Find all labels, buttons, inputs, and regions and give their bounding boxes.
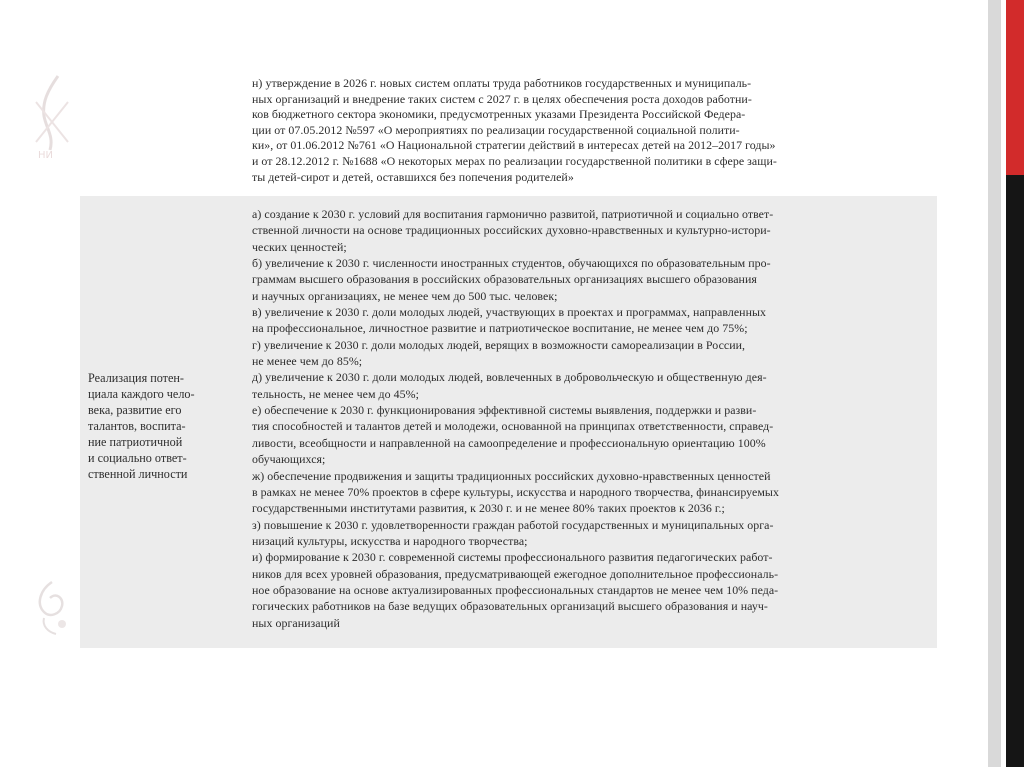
- goal-text: а) создание к 2030 г. условий для воспитания гармонично развитой, патриотичной и социально ответ- ственной личности на основе традиционных российских духовно-нравственных и культурно-истори- ческих ценностей; б) увеличение к 2030 г. численности иностранных студентов, обучающихся по образовательным про- граммам высшего образования в российских образовательных организациях высшего образования и научных организациях, не менее чем до 500 тыс. человек; в) увеличение к 2030 г. доли молодых людей, участвующих в проектах и программах, направленных на профессиональное, личностное развитие и патриотическое воспитание, не менее чем до 75%; г) увеличение к 2030 г. доли молодых людей, верящих в возможности самореализации в России, не менее чем до 85%; д) увеличение к 2030 г. доли молодых людей, вовлеченных в добровольческую и общественную дея- тельность, не менее чем до 45%; е) обеспечение к 2030 г. функционирования эффективной системы выявления, поддержки и разви- тия способностей и талантов детей и молодежи, основанной на принципах ответственности, справед- ливости, всеобщности и направленной на самоопределение и профессиональную ориентацию 100% обучающихся; ж) обеспечение продвижения и защиты традиционных российских духовно-нравственных ценностей в рамках не менее 70% проектов в сфере культуры, искусства и народного творчества, финансируемых государственными институтами развития, к 2030 г. и не менее 80% таких проектов к 2036 г.; з) повышение к 2030 г. удовлетворенности граждан работой государственных и муниципальных орга- низаций культуры, искусства и народного творчества; и) формирование к 2030 г. современной системы профессионального развития педагогических работ- ников для всех уровней образования, предусматривающей ежегодное дополнительное профессиональ- ное образование на основе актуализированных профессиональных стандартов не менее чем 10% педа- гогических работников на базе ведущих образовательных организаций высшего образования и науч- ных организаций: [252, 207, 779, 630]
- side-bar-black: [1006, 150, 1024, 767]
- row-label-cell: [80, 68, 245, 196]
- row-content-cell: [245, 68, 937, 196]
- table-row: [80, 68, 937, 196]
- ornament-icon: [30, 578, 74, 638]
- goals-table: [80, 68, 937, 648]
- side-bar-gray: [988, 0, 1001, 767]
- row-content-cell: [245, 196, 937, 648]
- table-row: [80, 196, 937, 648]
- side-bar-red: [1006, 0, 1024, 175]
- goal-text: н) утверждение в 2026 г. новых систем оплаты труда работников государственных и муниципаль- ных организаций и внедрение таких систем с 2027 г. в целях обеспечения роста доходов работни- ков бюджетного сектора экономики, предусмотренных указами Президента Российской Федера- ции от 07.05.2012 №597 «О мероприятиях по реализации государственной социальной полити- ки», от 01.06.2012 №761 «О Национальной стратегии действий в интересах детей на 2012–2017 годы» и от 28.12.2012 г. №1688 «О некоторых мерах по реализации государственной политики в сфере защи- ты детей-сирот и детей, оставшихся без попечения родителей»: [252, 76, 777, 184]
- svg-text:НИ: НИ: [38, 150, 53, 161]
- row-label: Реализация потен- циала каждого чело- века, развитие его талантов, воспита- ние патриотичной и социально ответ- ственной личности: [88, 371, 195, 481]
- logo-mark-icon: [28, 72, 76, 162]
- row-label-cell: [80, 196, 245, 648]
